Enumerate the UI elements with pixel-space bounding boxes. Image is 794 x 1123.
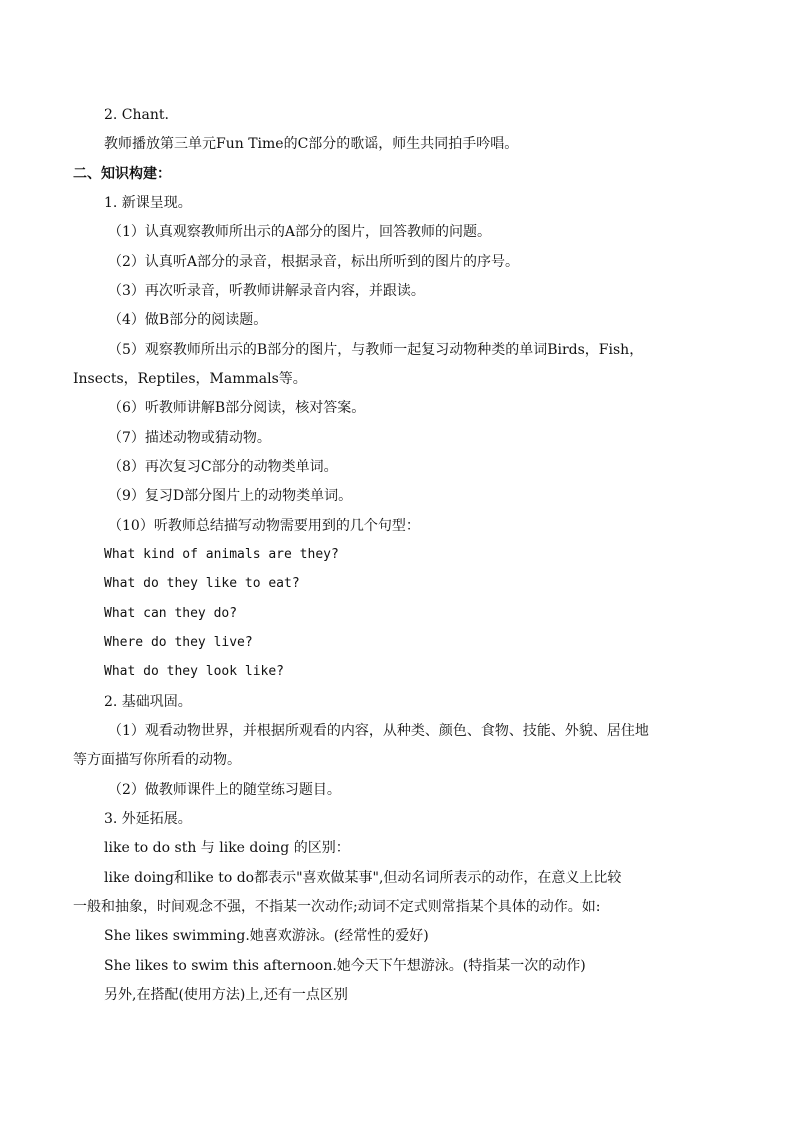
step-7: （7）描述动物或猜动物。 [108, 430, 271, 446]
consolidation-step-1-continued: 等方面描写你所看的动物。 [73, 752, 241, 768]
sentence-pattern-4: Where do they live? [104, 635, 253, 650]
sentence-pattern-2: What do they like to eat? [104, 576, 300, 591]
chant-description: 教师播放第三单元Fun Time的C部分的歌谣，师生共同拍手吟唱。 [104, 136, 519, 152]
step-2: （2）认真听A部分的录音，根据录音，标出所听到的图片的序号。 [108, 254, 520, 270]
step-4: （4）做B部分的阅读题。 [108, 312, 268, 328]
step-1: （1）认真观察教师所出示的A部分的图片，回答教师的问题。 [108, 224, 492, 240]
difference-heading: like to do sth 与 like doing 的区别： [104, 840, 350, 856]
extension-heading: 3. 外延拓展。 [104, 811, 192, 827]
section-knowledge-heading: 二、知识构建： [73, 166, 171, 182]
step-9: （9）复习D部分图片上的动物类单词。 [108, 488, 353, 504]
step-8: （8）再次复习C部分的动物类单词。 [108, 459, 338, 475]
consolidation-step-2: （2）做教师课件上的随堂练习题目。 [108, 782, 341, 798]
example-2: She likes to swim this afternoon.她今天下午想游泳。(特指某一次的动作) [104, 958, 586, 974]
step-3: （3）再次听录音，听教师讲解录音内容，并跟读。 [108, 283, 425, 299]
difference-explanation: like doing和like to do都表示"喜欢做某事",但动名词所表示的动作，在意义上比较 [104, 870, 622, 886]
section-chant-heading: 2. Chant. [104, 107, 169, 123]
collocation-note: 另外,在搭配(使用方法)上,还有一点区别 [104, 987, 348, 1003]
sentence-pattern-1: What kind of animals are they? [104, 547, 339, 562]
step-5-continued: Insects，Reptiles，Mammals等。 [73, 371, 307, 387]
step-5: （5）观察教师所出示的B部分的图片，与教师一起复习动物种类的单词Birds，Fish， [108, 342, 644, 358]
sentence-pattern-5: What do they look like? [104, 664, 285, 679]
new-lesson-heading: 1. 新课呈现。 [104, 195, 192, 211]
step-10: （10）听教师总结描写动物需要用到的几个句型： [108, 518, 420, 534]
difference-explanation-continued: 一般和抽象，时间观念不强，不指某一次动作;动词不定式则常指某个具体的动作。如: [73, 899, 601, 915]
example-1: She likes swimming.她喜欢游泳。(经常性的爱好) [104, 928, 429, 944]
sentence-pattern-3: What can they do? [104, 606, 238, 621]
consolidation-heading: 2. 基础巩固。 [104, 694, 192, 710]
step-6: （6）听教师讲解B部分阅读，核对答案。 [108, 400, 366, 416]
consolidation-step-1: （1）观看动物世界，并根据所观看的内容，从种类、颜色、食物、技能、外貌、居住地 [108, 723, 649, 739]
